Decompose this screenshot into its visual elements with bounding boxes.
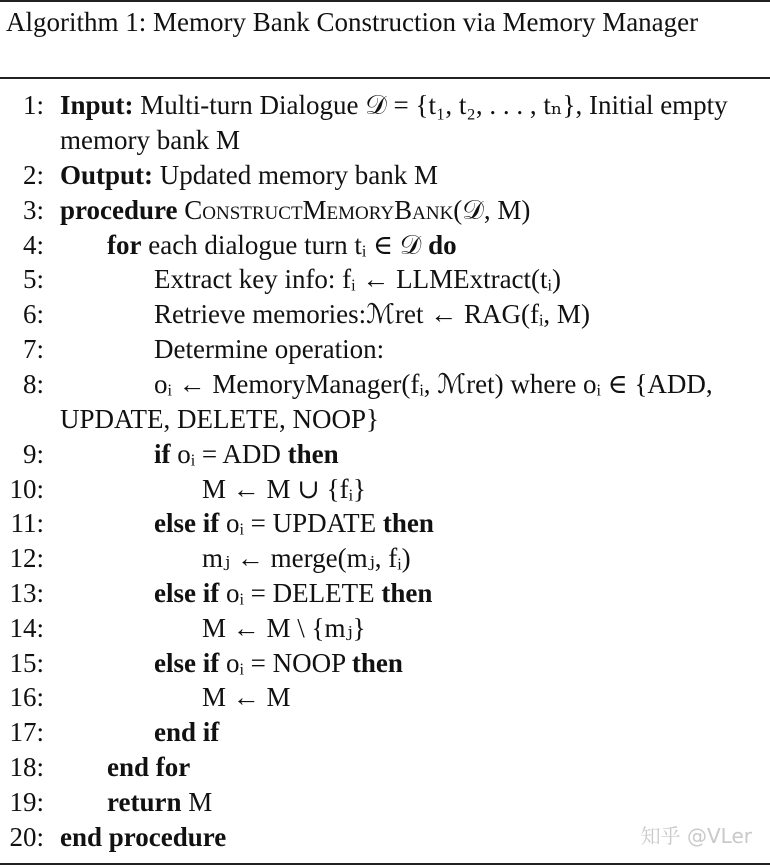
line-number: 4: (22, 229, 44, 260)
algo-line (0, 611, 770, 646)
line-body (60, 88, 765, 158)
line-text: oᵢ = ADD (170, 438, 288, 469)
algo-line (0, 228, 770, 263)
bottom-rule (0, 863, 770, 865)
line-text: Extract key info: fᵢ ← LLMExtract(tᵢ) (154, 264, 561, 295)
keyword: then (382, 508, 434, 539)
line-number: 2: (22, 160, 44, 190)
line-number: 12: (9, 543, 44, 574)
line-number: 11: (10, 508, 44, 539)
keyword: for (107, 229, 142, 260)
line-number: 16: (9, 682, 44, 713)
line-text: Multi-turn Dialogue 𝒟 = {t₁, t₂, . . . , tₙ}, Initial empty memory bank M (60, 90, 728, 155)
line-text: M ← M \ {mⱼ} (202, 612, 366, 643)
line-text: mⱼ ← merge(mⱼ, fᵢ) (202, 543, 411, 574)
algo-line (0, 506, 770, 541)
line-number: 19: (9, 786, 44, 817)
line-text: Determine operation: (154, 333, 385, 364)
algo-line (0, 297, 770, 332)
algo-line (0, 367, 770, 437)
keyword: then (381, 577, 433, 608)
keyword: Input: (60, 90, 134, 120)
algo-line (0, 646, 770, 681)
algo-line (0, 88, 770, 158)
algo-line (0, 158, 770, 193)
keyword: else if (154, 647, 220, 678)
line-body (60, 158, 438, 193)
keyword: Output: (60, 160, 154, 190)
keyword: then (351, 647, 403, 678)
algo-line (0, 576, 770, 611)
line-number: 15: (9, 647, 44, 678)
algo-line (0, 193, 770, 228)
algo-line (0, 332, 770, 367)
line-text: oᵢ = NOOP (219, 647, 352, 678)
keyword: else if (154, 508, 220, 539)
line-number: 10: (9, 473, 44, 504)
algo-line (0, 262, 770, 297)
title-rule (0, 77, 770, 79)
algo-line (0, 680, 770, 715)
line-text: oᵢ ← MemoryManager(fᵢ, ℳret) where oᵢ ∈ {ADD, UPDATE, DELETE, NOOP} (60, 368, 713, 434)
line-body (60, 193, 530, 228)
algo-line (0, 437, 770, 472)
keyword: if (154, 438, 171, 469)
algorithm-lines (0, 88, 770, 854)
keyword: end if (154, 717, 220, 748)
line-number: 7: (22, 333, 44, 364)
line-text: M ← M (202, 682, 291, 713)
keyword: end procedure (60, 821, 227, 852)
keyword: procedure (60, 194, 178, 225)
line-text: Retrieve memories:ℳret ← RAG(fᵢ, M) (154, 299, 590, 330)
line-text: M ← M ∪ {fᵢ} (202, 473, 366, 504)
algo-line (0, 715, 770, 750)
line-number: 17: (9, 717, 44, 748)
algo-line (0, 750, 770, 785)
line-body (107, 228, 457, 263)
line-number: 6: (22, 299, 44, 330)
line-text: oᵢ = UPDATE (219, 508, 383, 539)
line-number: 8: (22, 368, 44, 399)
watermark: 知乎 @VLer (640, 824, 752, 848)
line-body (107, 785, 212, 820)
keyword: else if (154, 577, 220, 608)
keyword: then (287, 438, 339, 469)
line-text: oᵢ = DELETE (219, 577, 382, 608)
line-number: 13: (9, 577, 44, 608)
line-number: 18: (9, 751, 44, 782)
line-number: 14: (9, 612, 44, 643)
line-number: 5: (22, 264, 44, 295)
line-body (154, 437, 339, 472)
line-number: 9: (22, 438, 44, 469)
line-text: (𝒟, M) (453, 194, 531, 225)
keyword: end for (107, 751, 191, 782)
line-body (154, 576, 432, 611)
keyword: do (428, 229, 457, 260)
line-text: M (181, 786, 213, 817)
function-name: ConstructMemoryBank (184, 194, 454, 225)
line-text: each dialogue turn tᵢ ∈ 𝒟 (141, 229, 429, 260)
line-text: Updated memory bank M (153, 160, 438, 190)
line-number: 1: (22, 90, 44, 120)
line-body (154, 646, 403, 681)
line-number: 20: (9, 821, 44, 852)
top-rule (0, 0, 770, 2)
line-body (154, 506, 434, 541)
algo-line (0, 541, 770, 576)
keyword: return (107, 786, 182, 817)
line-number: 3: (22, 194, 44, 225)
algo-line (0, 785, 770, 820)
algo-line (0, 472, 770, 507)
algorithm-title: Algorithm 1: Memory Bank Construction via Memory Manager (6, 7, 699, 37)
